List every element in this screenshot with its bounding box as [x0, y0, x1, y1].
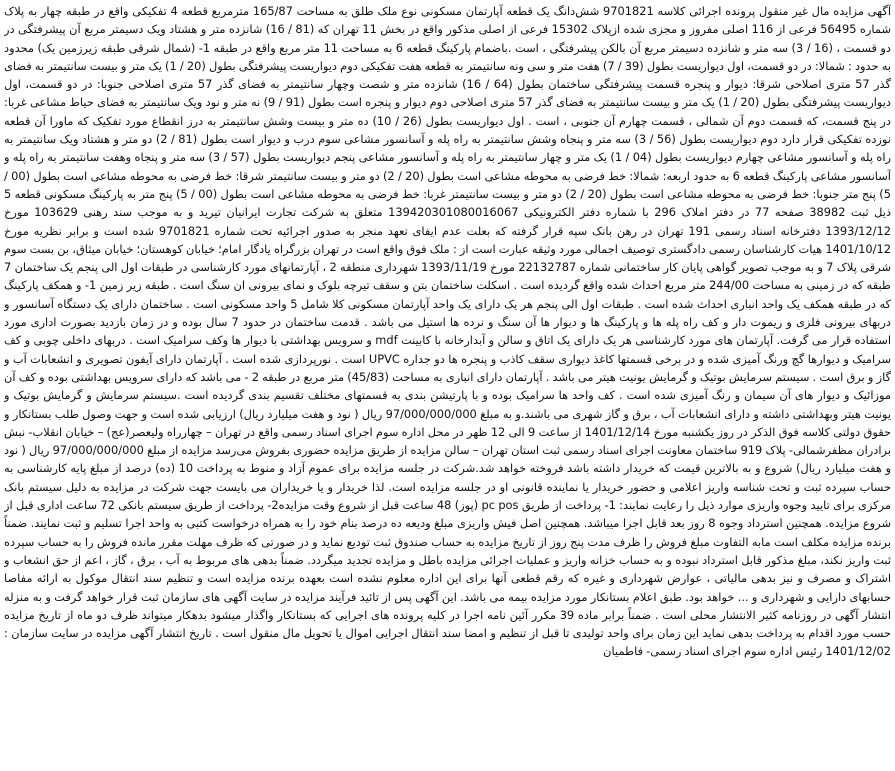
auction-notice-text: آگهی مزایده مال غیر منقول پرونده اجرائی کلاسه 9701821 شش‌دانگ یک قطعه آپارتمان مسکونی نوع ملک طلق به مساحت 165/87 مترمربع قطعه 4 تفکیکی واقع در طبقه چهار به پلاک شماره 56495 فرعی از 116 اصلی مفروز و مجزی شده ازپلاک 15302 فرعی از اصلی مذکور واقع در بخش 11 تهران که (81 / 16) شانزده متر و هشتاد ویک دسیمتر مربع آن پیشرفتگی در دو قسمت ، (16 / 3) سه متر و شانزده دسیمتر مربع آن بالکن پیشرفتگی ، است .باضمام پارکینگ قطعه 6 به مساحت 11 متر مربع واقع در طبقه 1- (شمال شرقی طبقه زیرزمین یک) محدود به حدود : شمالا: در دو قسمت، اول دیواریست بطول (39 / 7) هفت متر و سی ونه سانتیمتر به قطعه هفت تفکیکی دوم دیواریست پیشرفتگی بطول (20 / 1) یک متر و بیست سانتیمتر به فضای گذر 57 متری اصلاحی شرقا: دیوار و پنجره قسمت پیشرفتگی ساختمان بطول (64 / 16) شانزده متر و شصت وچهار سانتیمتر به فضای گذر 57 متری اصلاحی جنوبا: در دو قسمت، اول دیواریست پیشرفتگی بطول (20 / 1) یک متر و بیست سانتیمتر به فضای گذر 57 متری اصلاحی دوم دیوار و پنجره است بطول (91 / 9) نه متر و نود ویک سانتیمتر به فضای حیاط مشاعی غربا: در پنج قسمت، که قسمت دوم آن شمالی ، قسمت چهارم آن جنوبی ، است . اول دیواریست بطول (26 / 10) ده متر و بیست وشش سانتیمتر به درز انقطاع مورد تفکیک که ماورا آن قطعه نوزده تفکیکی قرار دارد دوم دیواریست بطول (56 / 3) سه متر و پنجاه وشش سانتیمتر به راه پله و آسانسور مشاعی سوم درب و دیوار است بطول (81 / 2) دو متر و هشتاد ویک سانتیمتر به راه پله و آسانسور مشاعی چهارم دیواریست بطول (04 / 1) یک متر و چهار سانتیمتر به راه پله و آسانسور مشاعی پنجم دیواریست بطول (57 / 3) سه متر و پنجاه وهفت سانتیمتر به راه پله و آسانسور مشاعی پارکینگ قطعه 6 به حدود اربعه: شمالا: خط فرضی به محوطه مشاعی است بطول (20 / 2) دو متر و بیست سانتیمتر شرقا: خط فرضی به محوطه مشاعی است بطول (00 / 5) پنج متر جنوبا: خط فرضی به محوطه مشاعی است بطول (20 / 2) دو متر و بیست سانتیمتر غربا: خط فرضی به محوطه مشاعی است بطول (00 / 5) پنج متر به پارکینگ مسکونی قطعه 5 ذیل ثبت 38982 صفحه 77 در دفتر املاک 296 با شماره دفتر الکترونیکی 139420301080016067 متعلق به شرکت تجارت ایرانیان تیرید و به موجب سند رهنی 103629 مورخ 1393/12/12 دفترخانه اسناد رسمی 191 تهران در رهن بانک سپه قرار گرفته که بعلت عدم ایفای تعهد منجر به صدور اجرائیه تحت شماره 9701821 شده است و برابر نظریه مورخ 1401/10/12 هیات کارشناسان رسمی دادگستری توصیف اجمالی مورد وثیقه عبارت است از : ملک فوق واقع است در تهران بزرگراه یادگار امام؛ خیابان کوهستان؛ خیابان میثاق، بن بست سوم شرقی پلاک 7 و به موجب تصویر گواهی پایان کار ساختمانی شماره 22132787 مورخ 1393/11/19 شهرداری منطقه 2 ، آپارتمانهای مورد کارشناسی در طبقات اول الی پنجم یک ساختمان 7 طبقه که در زمینی به مساحت 244/00 متر مربع احداث شده واقع گردیده است . اسکلت ساختمان بتن و سقف تیرچه بلوک و نمای بیرونی ان سنگ است . طبقه زیر زمین 1- و همکف پارکینگ که در طبقه همکف یک واحد انباری احداث شده است . طبقات اول الی پنجم هر یک دارای یک واحد آپارتمان مسکونی کلا شامل 5 واحد مسکونی است . ساختمان دارای یک دستگاه آسانسور و دربهای بیرونی فلزی و ریموت دار و کف راه پله ها و پارکینگ ها و دیوار ها آن سنگ و نرده ها استیل می باشد . قدمت ساختمان در حدود 7 سال بوده و در زمان بازدید بصورت اداری مورد استفاده قرار می گرفت. آپارتمان های مورد کارشناسی هر یک دارای یک اتاق و سالن و آبدارخانه با کابینت mdf و سرویس بهداشتی با دیوار ها وکف سرامیک است . دربهای داخلی چوبی و کف سرامیک و دیوارها گچ ورنگ آمیزی شده و در برخی قسمتها کاغذ دیواری سقف کاذب و پنجره ها دو جداره UPVC است . نورپردازی شده است . آپارتمان دارای آیفون تصویری و انشعابات آب و گاز و برق است . سیستم سرمایش بوتیک و گرمایش یونیت هیتر می باشد . آپارتمان دارای انباری به مساحت (45/83) متر مربع در طبقه 2 - می باشد که دارای سرویس بهداشتی بوده و کف آن موزائیک و دیوار های آن سیمان و رنگ آمیزی شده است . کف واحد ها سرامیک بوده و با پارتیشن بندی به قسمتهای مختلف تقسیم بندی گردیده است .سیستم سرمایش و گرمایش بوتیک و یونیت هیتر وبهداشتی داشته و دارای انشعابات آب ، برق و گاز شهری می باشند.و به مبلغ 97/000/000/000 ریال ( نود و هفت میلیارد ریال) ارزیابی شده است و جهت وصول طلب بستانکار و حقوق دولتی کلاسه فوق الذکر در روز یکشنبه مورخ 1401/12/14 از ساعت 9 الی 12 ظهر در محل اداره سوم اجرای اسناد رسمی واقع در تهران – چهارراه ولیعصر(عج) – خیابان انقلاب- نبش برادران مظفرشمالی- پلاک 919 ساختمان معاونت اجرای اسناد رسمی ثبت استان تهران – سالن مزایده از طریق مزایده حضوری بفروش می‌رسد مزایده از مبلغ 97/000/000/000 ریال ( نود و هفت میلیارد ریال) شروع و به بالاترین قیمت که خریدار داشته باشد فروخته خواهد شد.شرکت در جلسه مزایده برای عموم آزاد و منوط به پرداخت 10 (ده) درصد از مبلغ پایه کارشناسی به حساب سپرده ثبت و تحت شناسه واریز اعلامی و حضور خریدار یا نماینده قانونی او در جلسه مزایده است. لذا خریدار و یا خریداران می بایست جهت شرکت در مزایده به دلیل سیستم بانک مرکزی برای تایید وجوه واریزی موارد ذیل را رعایت نمایند: 1- پرداخت از طریق pc pos (پوز) 48 ساعت قبل از شروع وقت مزایده2- پرداخت از طریق سیستم بانکی 72 ساعت اداری قبل از شروع مزایده. همچنین استرداد وجوه 8 روز بعد قابل اجرا میباشد. همچنین اصل فیش واریزی مبلغ ودیعه ده درصد بنام خود را به همراه درخواست کتبی به واحد اجرا تسلیم و ثبت نمایند. ضمناً برنده مزایده مکلف است مابه التفاوت مبلغ فروش را ظرف مدت پنج روز از تاریخ مزایده به حساب صندوق ثبت تودیع نماید و در صورتی که ظرف مهلت مقرر مانده فروش را به حساب سپرده ثبت واریز نکند، مبلغ مذکور قابل استرداد نبوده و به حساب خزانه واریز و عملیات اجرائی مزایده باطل و مزایده تجدید میگردد. ضمناً بدهی های مربوط به آب ، برق ، گاز ، اعم از حق انشعاب و اشتراک و مصرف و نیز بدهی مالیاتی ، عوارض شهرداری و غیره که رقم قطعی آنها برای این اداره معلوم نشده است بعهده برنده مزایده است و تنظیم سند انتقال موکول به ارائه مفاصا حسابهای دارایی و شهرداری و ... خواهد بود. طبق اعلام بستانکار مورد مزایده بیمه می باشد. این آگهی پس از تائید فرآیند مزایده در سایت آگهی های سازمان ثبت قرار خواهد گرفت و به منزله انتشار آگهی در روزنامه کثیر الانتشار محلی است . ضمناً برابر ماده 39 مکرر آئین نامه اجرا در کلیه پرونده های اجرایی که بستانکار واگذار میشود بدهکار میتواند ظرف دو ماه از تاریخ مزایده حسب مورد اقدام به پرداخت بدهی نماید این زمان برای واحد تولیدی تا قبل از تنظیم و امضا سند انتقال اجرایی اموال یا تحویل مال منقول است . تاریخ انتشار آگهی مزایده در سایت سازمان : 1401/12/02 رئیس اداره سوم اجرای اسناد رسمی- فاطمیان [4, 4, 891, 659]
